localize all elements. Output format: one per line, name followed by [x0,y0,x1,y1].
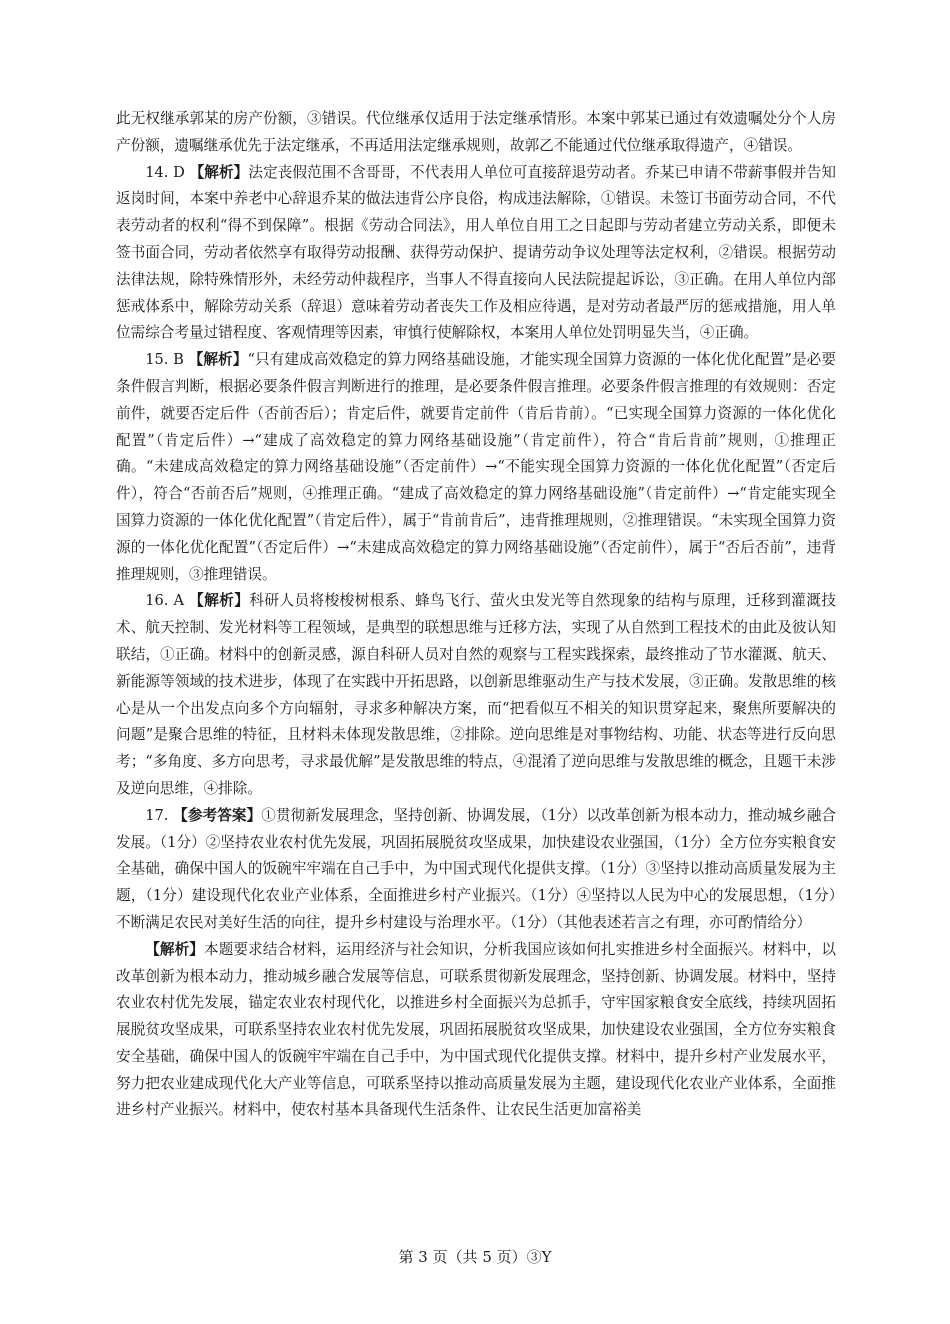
reference-answer-tag: 【参考答案】 [173,806,262,824]
analysis-tag: 【解析】 [145,940,204,958]
analysis-tag: 【解析】 [189,163,249,181]
question-number: 17. [145,806,174,824]
analysis-tag: 【解析】 [188,351,248,369]
paragraph-text: ①贯彻新发展理念，坚持创新、协调发展，（1分）以改革创新为根本动力，推动城乡融合发展。（1分）②坚持农业农村优先发展，巩固拓展脱贫攻坚成果，加快建设农业强国，（1分）全方位夯实粮食安全基础，确保中国人的饭碗牢牢端在自己手中，为中国式现代化提供支撑。（1分）③坚持以推动高质量发展为主题，（1分）建设现代化农业产业体系，全面推进乡村产业振兴。（1分）④坚持以人民为中心的发展思想，（1分）不断满足农民对美好生活的向往，提升乡村建设与治理水平。（1分）（其他表述若言之有理，亦可酌情给分） [116,806,836,931]
paragraph-text: 科研人员将梭梭树根系、蜂鸟飞行、萤火虫发光等自然现象的结构与原理，迁移到灌溉技术、航天控制、发光材料等工程领域，是典型的联想思维与迁移方法，实现了从自然到工程技术的由此及彼认知联结，①正确。材料中的创新灵感，源自科研人员对自然的观察与工程实践探索，最终推动了节水灌溉、航天、新能源等领域的技术进步，体现了在实践中开拓思路，以创新思维驱动生产与技术发展，③正确。发散思维的核心是从一个出发点向多个方向辐射，寻求多种解决方案，而“把看似互不相关的知识贯穿起来，聚焦所要解决的问题”是聚合思维的特征，且材料未体现发散思维，②排除。逆向思维是对事物结构、功能、状态等进行反向思考；“多角度、多方向思考，寻求最优解”是发散思维的特点，④混淆了逆向思维与发散思维的概念，且题干未涉及逆向思维，④排除。 [116,592,836,797]
question-number: 14. D [145,163,190,181]
paragraph-text: “只有建成高效稳定的算力网络基础设施，才能实现全国算力资源的一体化优化配置”是必要条件假言判断，根据必要条件假言判断进行的推理，是必要条件假言推理。必要条件假言推理的有效规则：否定前件，就要否定后件（否前否后）；肯定后件，就要肯定前件（肯后肯前）。“已实现全国算力资源的一体化优化配置”（肯定后件）→“建成了高效稳定的算力网络基础设施”（肯定前件），符合“肯后肯前”规则，①推理正确。“未建成高效稳定的算力网络基础设施”（否定前件）→“不能实现全国算力资源的一体化优化配置”（否定后件），符合“否前否后”规则，④推理正确。“建成了高效稳定的算力网络基础设施”（肯定前件）→“肯定能实现全国算力资源的一体化优化配置”（肯定后件），属于“肯前肯后”，违背推理规则，②推理错误。“未实现全国算力资源的一体化优化配置”（否定后件）→“未建成高效稳定的算力网络基础设施”（否定前件），属于“否后否前”，违背推理规则，③推理错误。 [116,351,836,583]
question-number: 16. A [145,592,190,610]
page-footer: 第 3 页（共 5 页）③Y [398,1248,552,1266]
answer-16 [116,588,836,802]
answer-15 [116,347,836,588]
answer-17-analysis [116,937,836,1125]
paragraph-text: 法定丧假范围不含哥哥，不代表用人单位可直接辞退劳动者。乔某已申请不带薪事假并告知返岗时间，本案中养老中心辞退乔某的做法违背公序良俗，构成违法解除，①错误。未签订书面劳动合同，不代表劳动者的权利“得不到保障”。根据《劳动合同法》，用人单位自用工之日起即与劳动者建立劳动关系，即便未签书面合同，劳动者依然享有取得劳动报酬、获得劳动保护、提请劳动争议处理等法定权利，②错误。根据劳动法律法规，除特殊情形外，未经劳动仲裁程序，当事人不得直接向人民法院提起诉讼，③正确。在用人单位内部惩戒体系中，解除劳动关系（辞退）意味着劳动者丧失工作及相应待遇，是对劳动者最严厉的惩戒措施，用人单位需综合考量过错程度、客观情理等因素，审慎行使解除权，本案用人单位处罚明显失当，④正确。 [116,163,836,342]
paragraph-text: 此无权继承郭某的房产份额，③错误。代位继承仅适用于法定继承情形。本案中郭某已通过有效遗嘱处分个人房产份额，遗嘱继承优先于法定继承，不再适用法定继承规则，故郭乙不能通过代位继承取得遗产，④错误。 [116,110,836,154]
paragraph-continuation [116,106,836,160]
question-number: 15. B [145,351,189,369]
paragraph-text: 本题要求结合材料，运用经济与社会知识，分析我国应该如何扎实推进乡村全面振兴。材料中，以改革创新为根本动力，推动城乡融合发展等信息，可联系贯彻新发展理念，坚持创新、协调发展。材料中，坚持农业农村优先发展，锚定农业农村现代化，以推进乡村全面振兴为总抓手，守牢国家粮食安全底线，持续巩固拓展脱贫攻坚成果，可联系坚持农业农村优先发展，巩固拓展脱贫攻坚成果，加快建设农业强国，全方位夯实粮食安全基础，确保中国人的饭碗牢牢端在自己手中，为中国式现代化提供支撑。材料中，提升乡村产业发展水平，努力把农业建成现代化大产业等信息，可联系坚持以推动高质量发展为主题，建设现代化农业产业体系，全面推进乡村产业振兴。材料中，使农村基本具备现代生活条件、让农民生活更加富裕美 [116,940,836,1119]
analysis-tag: 【解析】 [189,592,250,610]
answer-17 [116,803,836,937]
document-body [116,106,836,1124]
answer-14 [116,160,836,348]
